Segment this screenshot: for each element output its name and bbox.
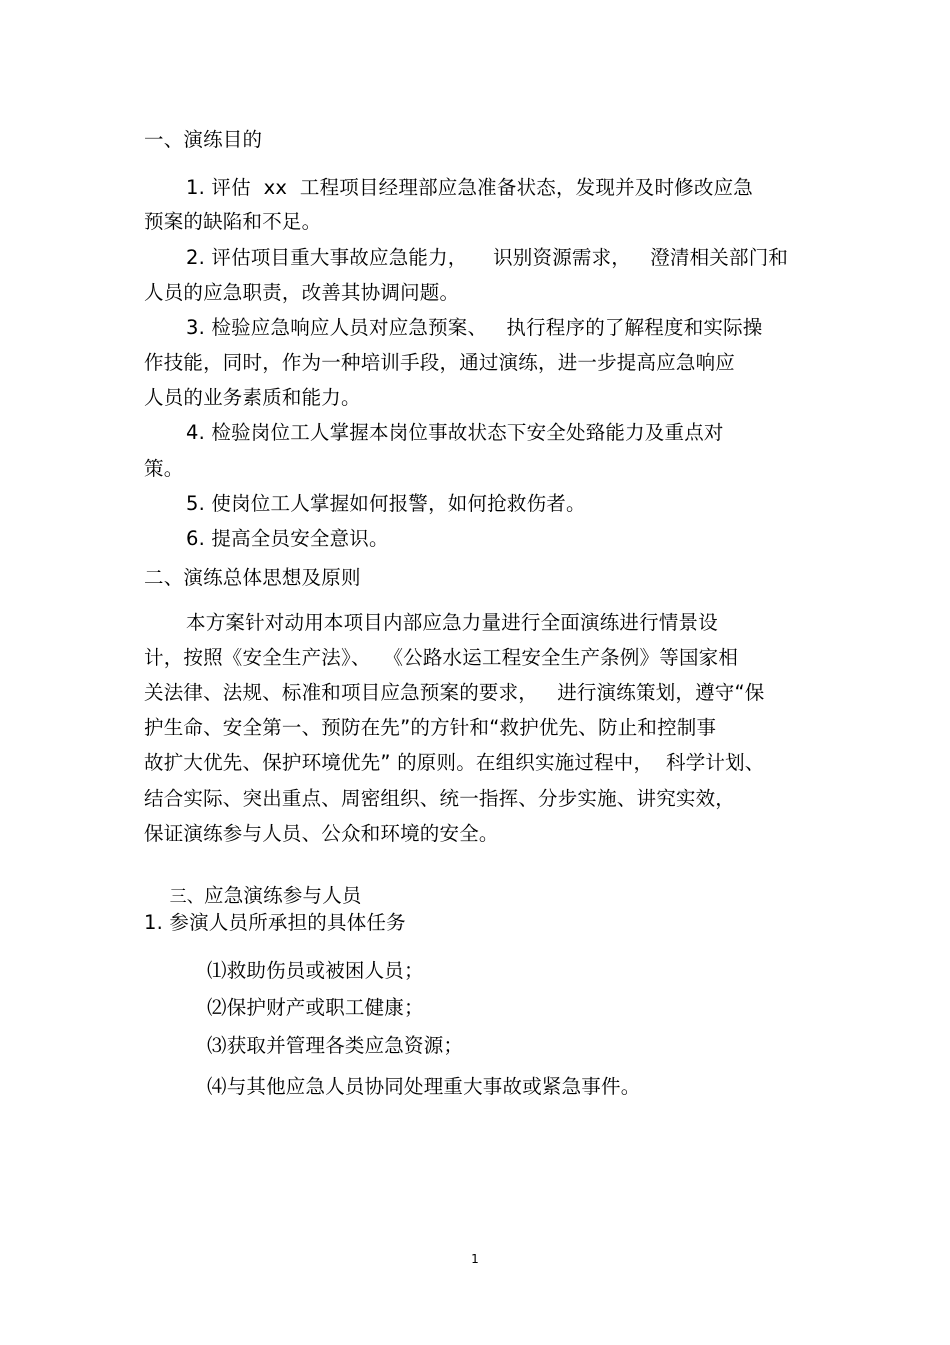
list-item: ⑶获取并管理各类应急资源； bbox=[207, 1034, 464, 1057]
paragraph-line: 关法律、法规、标准和项目应急预案的要求， 进行演练策划，遵守“保 bbox=[144, 681, 765, 704]
paragraph-line: 人员的应急职责，改善其协调问题。 bbox=[144, 281, 460, 304]
section-heading-text: 应急演练参与人员 bbox=[204, 884, 362, 907]
paragraph-line: 本方案针对动用本项目内部应急力量进行全面演练进行情景设 bbox=[186, 611, 718, 634]
list-item: ⑴救助伤员或被困人员； bbox=[207, 959, 424, 982]
paragraph-line: 4. 检验岗位工人掌握本岗位事故状态下安全处臵能力及重点对 bbox=[186, 421, 724, 444]
paragraph-line: 护生命、安全第一、预防在先”的方针和“救护优先、防止和控制事 bbox=[144, 716, 717, 739]
paragraph-line: 策。 bbox=[144, 457, 184, 480]
section-heading-prefix: 三、 bbox=[169, 887, 205, 907]
paragraph-line: 预案的缺陷和不足。 bbox=[144, 210, 322, 233]
paragraph-line: 作技能，同时，作为一种培训手段，通过演练，进一步提高应急响应 bbox=[144, 351, 736, 374]
list-item: ⑷与其他应急人员协同处理重大事故或紧急事件。 bbox=[207, 1075, 641, 1098]
section-heading-2: 二、演练总体思想及原则 bbox=[144, 566, 361, 589]
paragraph-line: 结合实际、突出重点、周密组织、统一指挥、分步实施、讲究实效， bbox=[144, 787, 736, 810]
paragraph-line: 3. 检验应急响应人员对应急预案、 执行程序的了解程度和实际操 bbox=[186, 316, 763, 339]
section-heading-1: 一、演练目的 bbox=[144, 128, 263, 151]
paragraph-line: 2. 评估项目重大事故应急能力， 识别资源需求， 澄清相关部门和 bbox=[186, 246, 789, 269]
subsection-heading: 1. 参演人员所承担的具体任务 bbox=[144, 911, 406, 934]
paragraph-line: 5. 使岗位工人掌握如何报警，如何抢救伤者。 bbox=[186, 492, 586, 515]
list-item: ⑵保护财产或职工健康； bbox=[207, 996, 424, 1019]
paragraph-line: 1. 评估 xx 工程项目经理部应急准备状态，发现并及时修改应急 bbox=[186, 176, 753, 199]
paragraph-line: 保证演练参与人员、公众和环境的安全。 bbox=[144, 822, 499, 845]
paragraph-line: 故扩大优先、保护环境优先” 的原则。在组织实施过程中， 科学计划、 bbox=[144, 751, 765, 774]
paragraph-line: 6. 提高全员安全意识。 bbox=[186, 527, 389, 550]
page-number: 1 bbox=[471, 1252, 479, 1266]
paragraph-line: 人员的业务素质和能力。 bbox=[144, 386, 361, 409]
paragraph-line: 计，按照《安全生产法》、 《公路水运工程安全生产条例》等国家相 bbox=[144, 646, 739, 669]
